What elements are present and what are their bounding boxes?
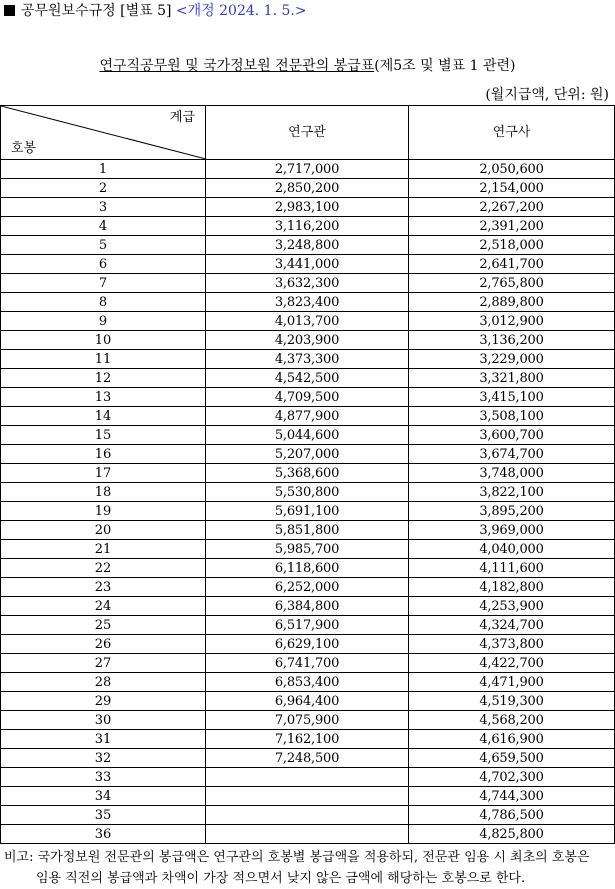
researcher-salary-cell: 4,373,300: [206, 350, 409, 369]
researcher-salary-cell: 6,629,100: [206, 635, 409, 654]
researcher-salary-cell: 6,517,900: [206, 616, 409, 635]
researcher-salary-cell: 2,850,200: [206, 179, 409, 198]
table-row: [1, 483, 615, 502]
researcher-salary-cell: 6,741,700: [206, 654, 409, 673]
step-cell: 15: [1, 426, 206, 445]
assistant-researcher-salary-cell: 3,508,100: [409, 407, 615, 426]
assistant-researcher-salary-cell: 3,895,200: [409, 502, 615, 521]
researcher-salary-cell: 6,252,000: [206, 578, 409, 597]
step-cell: 23: [1, 578, 206, 597]
researcher-salary-cell: [206, 806, 409, 825]
researcher-salary-cell: 5,691,100: [206, 502, 409, 521]
assistant-researcher-salary-cell: 4,616,900: [409, 730, 615, 749]
step-cell: 21: [1, 540, 206, 559]
diagonal-header-cell: [1, 106, 206, 160]
table-row: [1, 369, 615, 388]
assistant-researcher-salary-cell: 3,822,100: [409, 483, 615, 502]
step-cell: 9: [1, 312, 206, 331]
step-cell: 26: [1, 635, 206, 654]
table-title-suffix: (제5조 및 별표 1 관련): [374, 58, 516, 74]
step-cell: 14: [1, 407, 206, 426]
table-row: [1, 426, 615, 445]
table-row: [1, 711, 615, 730]
step-cell: 20: [1, 521, 206, 540]
table-row: [1, 236, 615, 255]
step-cell: 2: [1, 179, 206, 198]
step-cell: 27: [1, 654, 206, 673]
assistant-researcher-salary-cell: 3,229,000: [409, 350, 615, 369]
footnote-line-1: 비고: 국가정보원 전문관의 봉급액은 연구관의 호봉별 봉급액을 적용하되, 전문관 임용 시 최초의 호봉은: [4, 850, 590, 865]
footnote-line-2: 임용 직전의 봉급액과 차액이 가장 적으면서 낮지 않은 금액에 해당하는 호봉으로 한다.: [36, 871, 526, 886]
step-cell: 32: [1, 749, 206, 768]
researcher-salary-cell: 7,075,900: [206, 711, 409, 730]
step-cell: 28: [1, 673, 206, 692]
step-label: 호봉: [11, 141, 37, 156]
assistant-researcher-salary-cell: 3,012,900: [409, 312, 615, 331]
step-cell: 3: [1, 198, 206, 217]
table-row: [1, 312, 615, 331]
assistant-researcher-salary-cell: 3,321,800: [409, 369, 615, 388]
researcher-salary-cell: 4,709,500: [206, 388, 409, 407]
assistant-researcher-salary-cell: 4,324,700: [409, 616, 615, 635]
researcher-salary-cell: 7,162,100: [206, 730, 409, 749]
table-row: [1, 407, 615, 426]
step-cell: 5: [1, 236, 206, 255]
step-cell: 8: [1, 293, 206, 312]
table-row: [1, 198, 615, 217]
researcher-salary-cell: 5,985,700: [206, 540, 409, 559]
table-row: [1, 559, 615, 578]
grade-label: 계급: [169, 110, 195, 125]
assistant-researcher-salary-cell: 4,659,500: [409, 749, 615, 768]
table-row: [1, 787, 615, 806]
researcher-salary-cell: 5,368,600: [206, 464, 409, 483]
table-row: [1, 502, 615, 521]
assistant-researcher-salary-cell: 4,702,300: [409, 768, 615, 787]
assistant-researcher-salary-cell: 3,674,700: [409, 445, 615, 464]
table-row: [1, 179, 615, 198]
step-cell: 33: [1, 768, 206, 787]
assistant-researcher-salary-cell: 2,518,000: [409, 236, 615, 255]
table-row: [1, 160, 615, 179]
step-cell: 30: [1, 711, 206, 730]
column-header-researcher: 연구관: [206, 106, 409, 160]
researcher-salary-cell: 5,530,800: [206, 483, 409, 502]
assistant-researcher-salary-cell: 4,786,500: [409, 806, 615, 825]
table-row: [1, 654, 615, 673]
researcher-salary-cell: 4,013,700: [206, 312, 409, 331]
researcher-salary-cell: 3,823,400: [206, 293, 409, 312]
researcher-salary-cell: 3,441,000: [206, 255, 409, 274]
researcher-salary-cell: [206, 787, 409, 806]
researcher-salary-cell: 6,853,400: [206, 673, 409, 692]
salary-table-body: [1, 160, 615, 844]
assistant-researcher-salary-cell: 3,136,200: [409, 331, 615, 350]
step-cell: 22: [1, 559, 206, 578]
assistant-researcher-salary-cell: 4,373,800: [409, 635, 615, 654]
researcher-salary-cell: 4,542,500: [206, 369, 409, 388]
step-cell: 17: [1, 464, 206, 483]
step-cell: 36: [1, 825, 206, 844]
step-cell: 12: [1, 369, 206, 388]
table-row: [1, 692, 615, 711]
assistant-researcher-salary-cell: 4,422,700: [409, 654, 615, 673]
table-row: [1, 388, 615, 407]
table-header-row: [1, 106, 615, 160]
researcher-salary-cell: 5,851,800: [206, 521, 409, 540]
salary-table: [0, 105, 615, 844]
assistant-researcher-salary-cell: 4,253,900: [409, 597, 615, 616]
table-row: [1, 521, 615, 540]
table-row: [1, 749, 615, 768]
assistant-researcher-salary-cell: 4,519,300: [409, 692, 615, 711]
assistant-researcher-salary-cell: 2,267,200: [409, 198, 615, 217]
assistant-researcher-salary-cell: 2,391,200: [409, 217, 615, 236]
table-row: [1, 635, 615, 654]
assistant-researcher-salary-cell: 3,748,000: [409, 464, 615, 483]
table-row: [1, 217, 615, 236]
researcher-salary-cell: 5,044,600: [206, 426, 409, 445]
assistant-researcher-salary-cell: 4,111,600: [409, 559, 615, 578]
step-cell: 16: [1, 445, 206, 464]
assistant-researcher-salary-cell: 4,825,800: [409, 825, 615, 844]
table-row: [1, 768, 615, 787]
researcher-salary-cell: 5,207,000: [206, 445, 409, 464]
assistant-researcher-salary-cell: 3,969,000: [409, 521, 615, 540]
table-row: [1, 730, 615, 749]
researcher-salary-cell: [206, 825, 409, 844]
assistant-researcher-salary-cell: 4,182,800: [409, 578, 615, 597]
assistant-researcher-salary-cell: 2,641,700: [409, 255, 615, 274]
assistant-researcher-salary-cell: 4,471,900: [409, 673, 615, 692]
researcher-salary-cell: [206, 768, 409, 787]
unit-note: (월지급액, 단위: 원): [485, 87, 609, 103]
researcher-salary-cell: 6,964,400: [206, 692, 409, 711]
assistant-researcher-salary-cell: 3,600,700: [409, 426, 615, 445]
researcher-salary-cell: 2,983,100: [206, 198, 409, 217]
footnote: [4, 847, 612, 889]
step-cell: 29: [1, 692, 206, 711]
table-row: [1, 540, 615, 559]
step-cell: 35: [1, 806, 206, 825]
assistant-researcher-salary-cell: 4,744,300: [409, 787, 615, 806]
table-title: [0, 57, 615, 75]
table-row: [1, 597, 615, 616]
researcher-salary-cell: 3,116,200: [206, 217, 409, 236]
researcher-salary-cell: 2,717,000: [206, 160, 409, 179]
step-cell: 24: [1, 597, 206, 616]
table-row: [1, 293, 615, 312]
step-cell: 10: [1, 331, 206, 350]
assistant-researcher-salary-cell: 3,415,100: [409, 388, 615, 407]
researcher-salary-cell: 3,248,800: [206, 236, 409, 255]
researcher-salary-cell: 7,248,500: [206, 749, 409, 768]
step-cell: 1: [1, 160, 206, 179]
step-cell: 34: [1, 787, 206, 806]
researcher-salary-cell: 4,877,900: [206, 407, 409, 426]
table-title-main: 연구직공무원 및 국가정보원 전문관의 봉급표: [99, 58, 375, 74]
table-row: [1, 274, 615, 293]
table-row: [1, 825, 615, 844]
step-cell: 7: [1, 274, 206, 293]
step-cell: 31: [1, 730, 206, 749]
amendment-date-link[interactable]: <개정 2024. 1. 5.>: [175, 3, 307, 19]
table-row: [1, 331, 615, 350]
assistant-researcher-salary-cell: 2,765,800: [409, 274, 615, 293]
assistant-researcher-salary-cell: 2,889,800: [409, 293, 615, 312]
researcher-salary-cell: 6,384,800: [206, 597, 409, 616]
researcher-salary-cell: 4,203,900: [206, 331, 409, 350]
assistant-researcher-salary-cell: 2,154,000: [409, 179, 615, 198]
black-square-icon: [4, 5, 15, 16]
regulation-title: 공무원보수규정 [별표 5]: [21, 3, 172, 19]
table-row: [1, 673, 615, 692]
researcher-salary-cell: 6,118,600: [206, 559, 409, 578]
step-cell: 6: [1, 255, 206, 274]
column-header-assistant-researcher: 연구사: [409, 106, 615, 160]
assistant-researcher-salary-cell: 2,050,600: [409, 160, 615, 179]
table-row: [1, 255, 615, 274]
table-row: [1, 445, 615, 464]
step-cell: 18: [1, 483, 206, 502]
assistant-researcher-salary-cell: 4,040,000: [409, 540, 615, 559]
researcher-salary-cell: 3,632,300: [206, 274, 409, 293]
table-row: [1, 350, 615, 369]
step-cell: 25: [1, 616, 206, 635]
step-cell: 4: [1, 217, 206, 236]
table-row: [1, 464, 615, 483]
table-row: [1, 806, 615, 825]
table-row: [1, 616, 615, 635]
step-cell: 13: [1, 388, 206, 407]
table-row: [1, 578, 615, 597]
document-header: [4, 2, 307, 20]
step-cell: 11: [1, 350, 206, 369]
step-cell: 19: [1, 502, 206, 521]
assistant-researcher-salary-cell: 4,568,200: [409, 711, 615, 730]
